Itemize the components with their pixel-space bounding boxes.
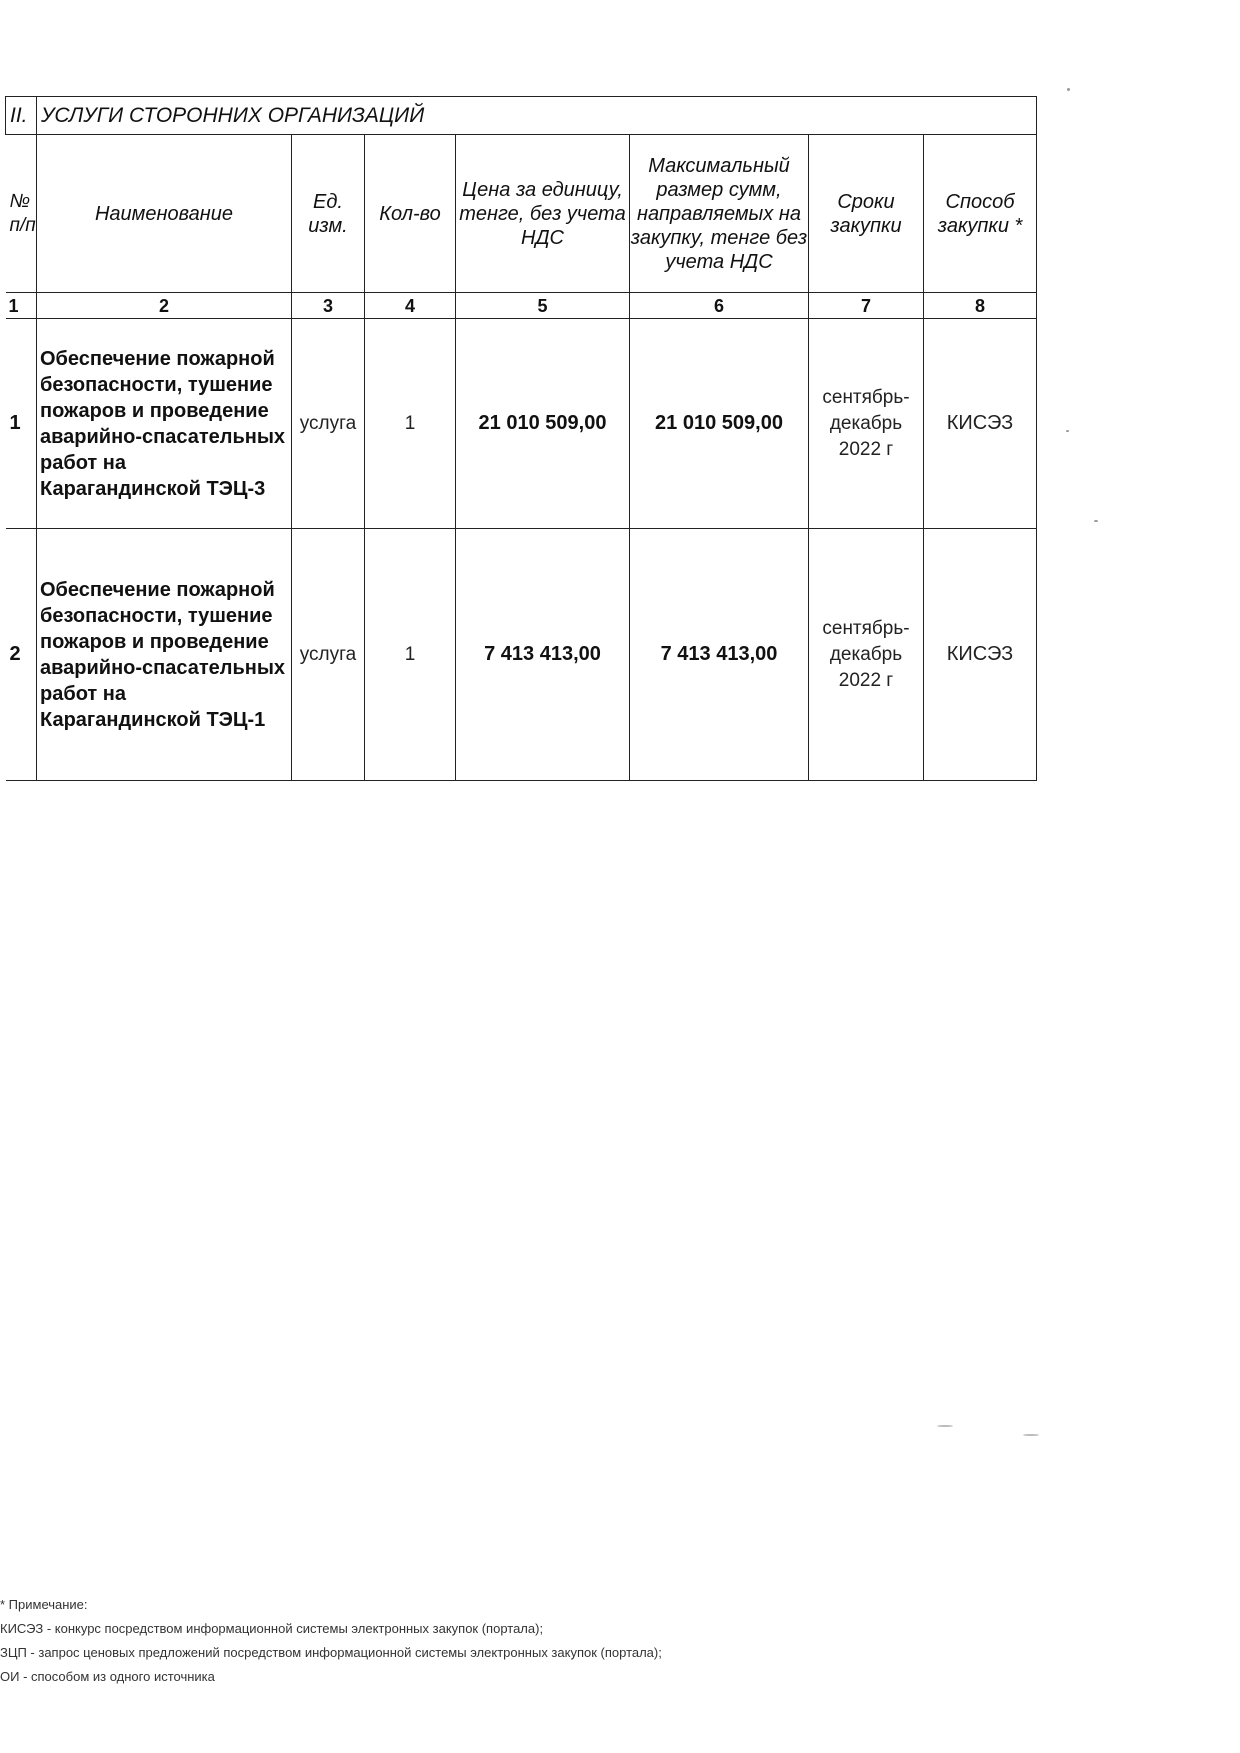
section-title: УСЛУГИ СТОРОННИХ ОРГАНИЗАЦИЙ [37,97,1037,135]
row-term: сентябрь-декабрь 2022 г [809,319,924,529]
header-price: Цена за единицу, тенге, без учета НДС [456,135,630,293]
row-unit: услуга [292,529,365,781]
row-qty: 1 [365,319,456,529]
footnote-title: * Примечание: [0,1597,88,1612]
header-unit: Ед. изм. [292,135,365,293]
row-qty: 1 [365,529,456,781]
column-number: 2 [37,293,292,319]
row-name: Обеспечение пожарной безопасности, тушение пожаров и проведение аварийно-спасательных работ на Карагандинской ТЭЦ-3 [37,319,292,529]
column-number: 4 [365,293,456,319]
header-term: Сроки закупки [809,135,924,293]
row-unit: услуга [292,319,365,529]
row-max-amount: 7 413 413,00 [630,529,809,781]
footnote-line: ЗЦП - запрос ценовых предложений посредством информационной системы электронных закупок (портала); [0,1645,662,1660]
header-qty: Кол-во [365,135,456,293]
header-num: № п/п [6,135,37,293]
table-row [6,529,1037,781]
row-max-amount: 21 010 509,00 [630,319,809,529]
scan-speck [1023,1434,1039,1436]
footnote-line: КИСЭЗ - конкурс посредством информационной системы электронных закупок (портала); [0,1621,544,1636]
scan-speck [1094,520,1098,522]
row-price: 7 413 413,00 [456,529,630,781]
procurement-table [5,96,1037,781]
column-number: 3 [292,293,365,319]
section-header-row [6,97,1037,135]
header-method: Способ закупки * [924,135,1037,293]
row-method: КИСЭЗ [924,529,1037,781]
footnote-line: ОИ - способом из одного источника [0,1669,215,1684]
column-number: 7 [809,293,924,319]
column-number: 5 [456,293,630,319]
row-price: 21 010 509,00 [456,319,630,529]
section-number: II. [6,97,37,135]
header-name: Наименование [37,135,292,293]
row-method: КИСЭЗ [924,319,1037,529]
row-name: Обеспечение пожарной безопасности, тушение пожаров и проведение аварийно-спасательных работ на Карагандинской ТЭЦ-1 [37,529,292,781]
table-row [6,319,1037,529]
row-number: 2 [6,529,37,781]
row-term: сентябрь-декабрь 2022 г [809,529,924,781]
scan-speck [1066,430,1069,432]
column-number: 8 [924,293,1037,319]
row-number: 1 [6,319,37,529]
column-number: 1 [6,293,37,319]
column-number-row [6,293,1037,319]
footnotes [0,1593,662,1689]
column-header-row [6,135,1037,293]
column-number: 6 [630,293,809,319]
header-max-amount: Максимальный размер сумм, направляемых на закупку, тенге без учета НДС [630,135,809,293]
scan-speck [937,1425,953,1427]
scan-speck [1067,88,1070,91]
